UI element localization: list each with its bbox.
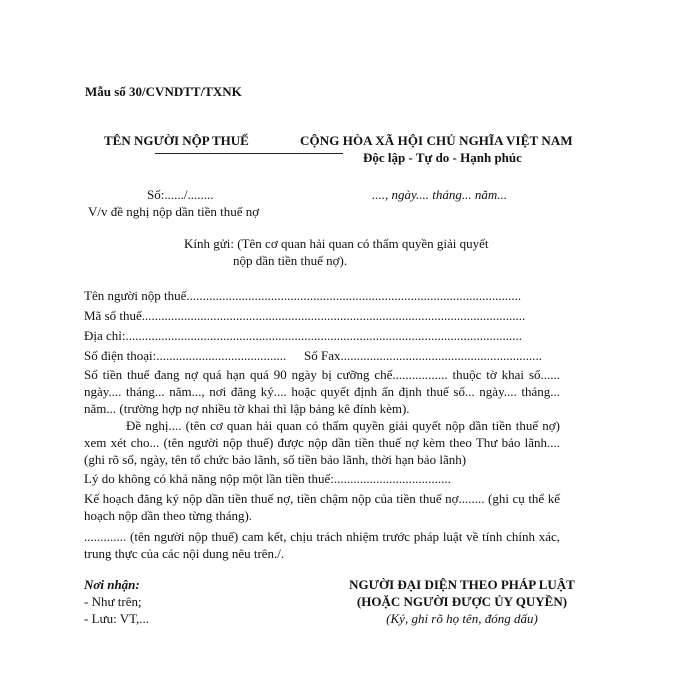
request-paragraph: Đề nghị.... (tên cơ quan hải quan có thẩm quyền giải quyết nộp dần tiền thuế nợ) xem xét cho... (tên người nộp thuế) được nộp dần tiền thuế nợ kèm theo Thư bảo lãnh.... (ghi rõ số, ngày, tên tổ chức bảo lãnh, số tiền bảo lãnh, thời hạn bảo lãnh) xyxy=(84,418,560,467)
national-title: CỘNG HÒA XÃ HỘI CHỦ NGHĨA VIỆT NAM xyxy=(300,133,573,148)
signature-note: (Ký, ghi rõ họ tên, đóng dấu) xyxy=(386,611,538,626)
left-header-underline xyxy=(155,153,255,154)
addressee-line-2: nộp dần tiền thuế nợ). xyxy=(233,253,348,268)
place-date: ...., ngày.... tháng... năm... xyxy=(372,187,508,202)
recipients-heading: Nơi nhận: xyxy=(84,577,140,592)
commitment-paragraph: ............. (tên người nộp thuế) cam kết, chịu trách nhiệm trước pháp luật về tính chính xác, trung thực của các nội dung nêu trên./. xyxy=(84,529,560,561)
phone-field: Số điện thoại:........................................ xyxy=(84,348,287,363)
reason-line: Lý do không có khả năng nộp một lần tiền thuế:.................................... xyxy=(84,471,451,486)
address-field: Địa chỉ:.......................................................................................................................... xyxy=(84,328,523,343)
signature-subtitle: (HOẶC NGƯỜI ĐƯỢC ỦY QUYỀN) xyxy=(356,594,568,609)
right-header-underline xyxy=(253,153,343,154)
national-motto: Độc lập - Tự do - Hạnh phúc xyxy=(363,150,522,165)
recipient-item: - Như trên; xyxy=(84,594,142,609)
taxpayer-name-header: TÊN NGƯỜI NỘP THUẾ xyxy=(104,133,249,148)
debt-paragraph: Số tiền thuế đang nợ quá hạn quá 90 ngày bị cưỡng chế................. thuộc tờ khai số...... ngày.... tháng... năm..., nơi đăng ký.... hoặc quyết định ấn định thuế số... ngày.... tháng... năm... (trường hợp nợ nhiều tờ khai thì lập bảng kê đính kèm). xyxy=(84,367,560,416)
document-number: Số:....../........ xyxy=(147,187,214,202)
taxpayer-name-field: Tên người nộp thuế....................................................................................................... xyxy=(84,288,522,303)
addressee-line-1: Kính gửi: (Tên cơ quan hải quan có thẩm quyền giải quyết xyxy=(184,236,489,251)
recipient-item: - Lưu: VT,... xyxy=(84,611,150,626)
signature-title: NGƯỜI ĐẠI DIỆN THEO PHÁP LUẬT xyxy=(349,577,575,592)
subject-line: V/v đề nghị nộp dần tiền thuế nợ xyxy=(88,204,260,219)
fax-field: Số Fax.............................................................. xyxy=(304,348,542,363)
form-code: Mẫu số 30/CVNDTT/TXNK xyxy=(85,84,242,99)
tax-code-field: Mã số thuế...................................................................................................................... xyxy=(84,308,526,323)
plan-paragraph: Kế hoạch đăng ký nộp dần tiền thuế nợ, tiền chậm nộp của tiền thuế nợ........ (ghi cụ thể kế hoạch nộp dần theo từng tháng). xyxy=(84,491,560,523)
